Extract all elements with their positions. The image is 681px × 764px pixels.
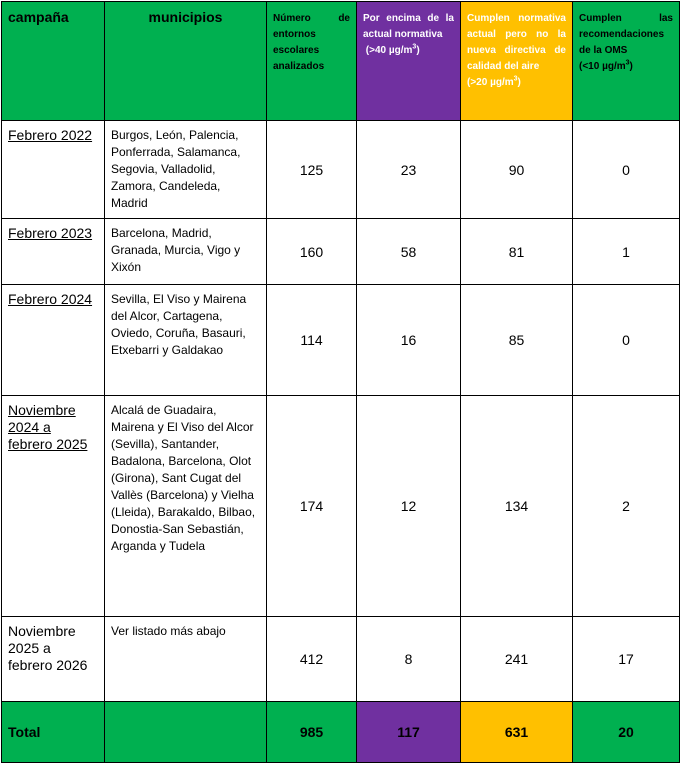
municipalities-cell: Burgos, León, Palencia, Ponferrada, Salamanca, Segovia, Valladolid, Zamora, Candeleda, Madrid bbox=[105, 121, 267, 219]
header-meets-limit-value: (>20 $\mu g/m^3$) bbox=[467, 75, 521, 88]
total-meets: 631 bbox=[461, 702, 573, 763]
header-who bbox=[573, 2, 680, 121]
municipalities-cell: Sevilla, El Viso y Mairena del Alcor, Cartagena, Oviedo, Coruña, Basauri, Etxebarri y Galdakao bbox=[105, 285, 267, 396]
count-cell: 125 bbox=[267, 121, 357, 219]
campaign-link[interactable]: Febrero 2022 bbox=[8, 127, 93, 143]
meets-cell: 134 bbox=[461, 396, 573, 617]
campaign-cell: Noviembre 2025 a febrero 2026 bbox=[2, 617, 105, 702]
header-municipalities: municipios bbox=[105, 2, 267, 121]
campaign-cell[interactable] bbox=[2, 285, 105, 396]
campaign-link[interactable]: Febrero 2024 bbox=[8, 291, 93, 307]
who-cell: 1 bbox=[573, 219, 680, 285]
table-row bbox=[2, 285, 680, 396]
header-campaign: campaña bbox=[2, 2, 105, 121]
who-cell: 0 bbox=[573, 285, 680, 396]
table-row bbox=[2, 617, 680, 702]
total-row bbox=[2, 702, 680, 763]
campaign-link[interactable]: Febrero 2023 bbox=[8, 225, 93, 241]
header-meets-label: Cumplen normativa actual pero no la nueva directiva de calidad del aire bbox=[467, 13, 566, 72]
campaign-cell[interactable] bbox=[2, 396, 105, 617]
total-who: 20 bbox=[573, 702, 680, 763]
total-above: 117 bbox=[357, 702, 461, 763]
header-count: Número de entornos escolares analizados bbox=[267, 2, 357, 121]
campaign-results-table bbox=[1, 1, 680, 763]
count-cell: 160 bbox=[267, 219, 357, 285]
table-row bbox=[2, 219, 680, 285]
who-cell: 17 bbox=[573, 617, 680, 702]
header-above-limit-value: (>40 $\mu g/m^3$) bbox=[365, 43, 420, 56]
above-cell: 12 bbox=[357, 396, 461, 617]
header-above-limit bbox=[357, 2, 461, 121]
meets-cell: 241 bbox=[461, 617, 573, 702]
count-cell: 174 bbox=[267, 396, 357, 617]
total-label: Total bbox=[2, 702, 105, 763]
meets-cell: 85 bbox=[461, 285, 573, 396]
above-cell: 16 bbox=[357, 285, 461, 396]
total-count: 985 bbox=[267, 702, 357, 763]
header-who-label: Cumplen las recomendaciones de la OMS bbox=[579, 13, 673, 56]
who-cell: 0 bbox=[573, 121, 680, 219]
campaign-cell[interactable] bbox=[2, 219, 105, 285]
campaign-cell[interactable] bbox=[2, 121, 105, 219]
above-cell: 23 bbox=[357, 121, 461, 219]
municipalities-cell: Barcelona, Madrid, Granada, Murcia, Vigo y Xixón bbox=[105, 219, 267, 285]
table-row bbox=[2, 121, 680, 219]
header-above-label: Por encima de la actual normativa bbox=[363, 13, 454, 40]
count-cell: 114 bbox=[267, 285, 357, 396]
count-cell: 412 bbox=[267, 617, 357, 702]
meets-cell: 90 bbox=[461, 121, 573, 219]
municipalities-cell: Alcalá de Guadaira, Mairena y El Viso del Alcor (Sevilla), Santander, Badalona, Barcelona, Olot (Girona), Sant Cugat del Vallès (Barcelona) y Vielha (Lleida), Barakaldo, Bilbao, Donostia-San Sebastián, Arganda y Tudela bbox=[105, 396, 267, 617]
above-cell: 58 bbox=[357, 219, 461, 285]
meets-cell: 81 bbox=[461, 219, 573, 285]
above-cell: 8 bbox=[357, 617, 461, 702]
who-cell: 2 bbox=[573, 396, 680, 617]
header-who-limit-value: (<10 $\mu g/m^3$) bbox=[579, 59, 633, 72]
municipalities-cell: Ver listado más abajo bbox=[105, 617, 267, 702]
table-row bbox=[2, 396, 680, 617]
table-header-row bbox=[2, 2, 680, 121]
header-meets-current bbox=[461, 2, 573, 121]
campaign-link[interactable]: Noviembre 2024 a febrero 2025 bbox=[8, 402, 88, 452]
total-municipalities-empty bbox=[105, 702, 267, 763]
